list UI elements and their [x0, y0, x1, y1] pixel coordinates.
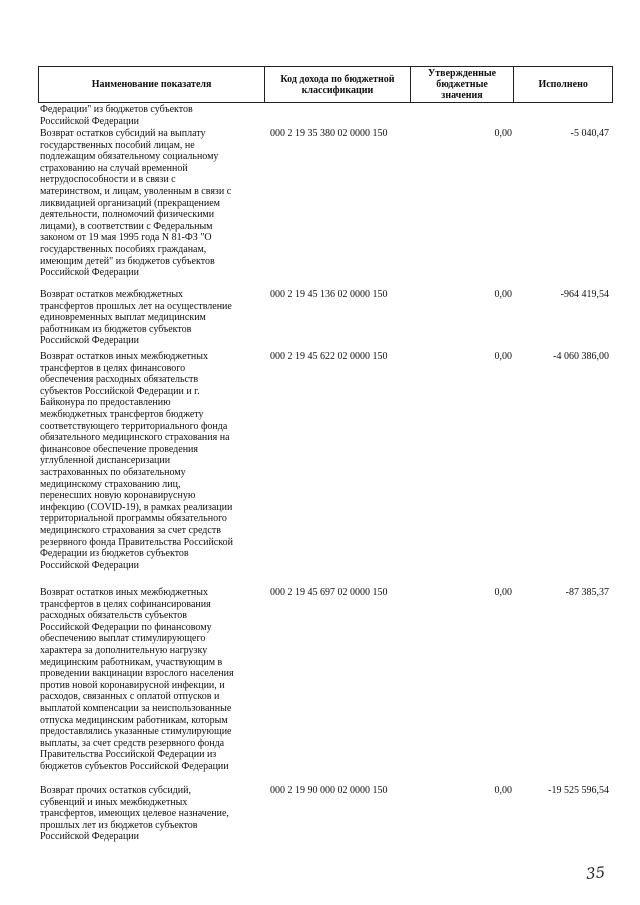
- row-name: Возврат прочих остатков субсидий, субвенций и иных межбюджетных трансфертов, имеющих целевое назначение, прошлых лет из бюджетов субъектов Российской Федерации: [40, 785, 229, 843]
- row-approved: 0,00: [494, 289, 512, 300]
- table-row: [38, 351, 613, 587]
- header-code: Код дохода по бюджетной классификации: [265, 67, 411, 102]
- row-code: 000 2 19 35 380 02 0000 150: [270, 128, 388, 139]
- row-name: Федерации" из бюджетов субъектов Российской Федерации: [40, 104, 193, 127]
- row-code: 000 2 19 45 697 02 0000 150: [270, 587, 388, 598]
- row-name: Возврат остатков иных межбюджетных трансфертов в целях софинансирования расходных обязательств субъектов Российской Федерации по финансовому обеспечению выплат стимулирующего характера за дополнительную нагрузку медицинским работникам, участвующим в проведении вакцинации взрослого населения против новой коронавирусной инфекции, и расходов, связанных с оплатой отпусков и выплатой компенсации за неиспользованные отпуска медицинским работникам, которым предоставлялись указанные стимулирующие выплаты, за счет средств резервного фонда Правительства Российской Федерации из бюджетов субъектов Российской Федерации: [40, 587, 234, 772]
- handwritten-page-number: 35: [585, 863, 606, 883]
- table-row: [38, 104, 613, 128]
- row-approved: 0,00: [494, 128, 512, 139]
- row-name: Возврат остатков иных межбюджетных трансфертов в целях финансового обеспечения расходных обязательств субъектов Российской Федерации и г. Байконура по предоставлению межбюджетных трансфертов бюджету соответствующего территориального фонда обязательного медицинского страхования на финансовое обеспечение проведения углубленной диспансеризации застрахованных по обязательному медицинскому страхованию лиц, перенесших новую коронавирусную инфекцию (COVID-19), в рамках реализации территориальной программы обязательного медицинского страхования за счет средств резервного фонда Правительства Российской Федерации из бюджетов субъектов Российской Федерации: [40, 351, 233, 571]
- row-executed: -87 385,37: [565, 587, 609, 598]
- row-approved: [411, 104, 515, 128]
- row-code: 000 2 19 90 000 02 0000 150: [270, 785, 388, 796]
- row-name: Возврат остатков субсидий на выплату государственных пособий лицам, не подлежащим обязательному социальному страхованию на случай временной нетрудоспособности и в связи с материнством, и лицам, уволенным в связи с ликвидацией организаций (прекращением деятельности, полномочий физическими лицами), в соответствии с Федеральным законом от 19 мая 1995 года N 81-ФЗ "О государственных пособиях гражданам, имеющим детей" из бюджетов субъектов Российской Федерации: [40, 128, 232, 279]
- table-row: [38, 785, 613, 847]
- row-code: [265, 104, 411, 128]
- table-row: [38, 587, 613, 785]
- table-header: [38, 66, 613, 103]
- table-row: [38, 128, 613, 289]
- row-approved: 0,00: [494, 351, 512, 362]
- row-name: Возврат остатков межбюджетных трансфертов прошлых лет на осуществление единовременных выплат медицинским работникам из бюджетов субъектов Российской Федерации: [40, 289, 232, 347]
- header-name: Наименование показателя: [39, 67, 265, 102]
- row-approved: 0,00: [494, 587, 512, 598]
- row-code: 000 2 19 45 622 02 0000 150: [270, 351, 388, 362]
- row-executed: -964 419,54: [560, 289, 609, 300]
- table-body: [38, 104, 613, 847]
- header-executed: Исполнено: [538, 79, 588, 90]
- header-approved: Утвержденные бюджетные значения: [411, 67, 515, 102]
- row-executed: -19 525 596,54: [548, 785, 609, 796]
- row-approved: 0,00: [494, 785, 512, 796]
- table-row: [38, 289, 613, 351]
- row-executed: -4 060 386,00: [553, 351, 609, 362]
- row-executed: -5 040,47: [570, 128, 609, 139]
- row-code: 000 2 19 45 136 02 0000 150: [270, 289, 388, 300]
- row-executed: [515, 104, 613, 128]
